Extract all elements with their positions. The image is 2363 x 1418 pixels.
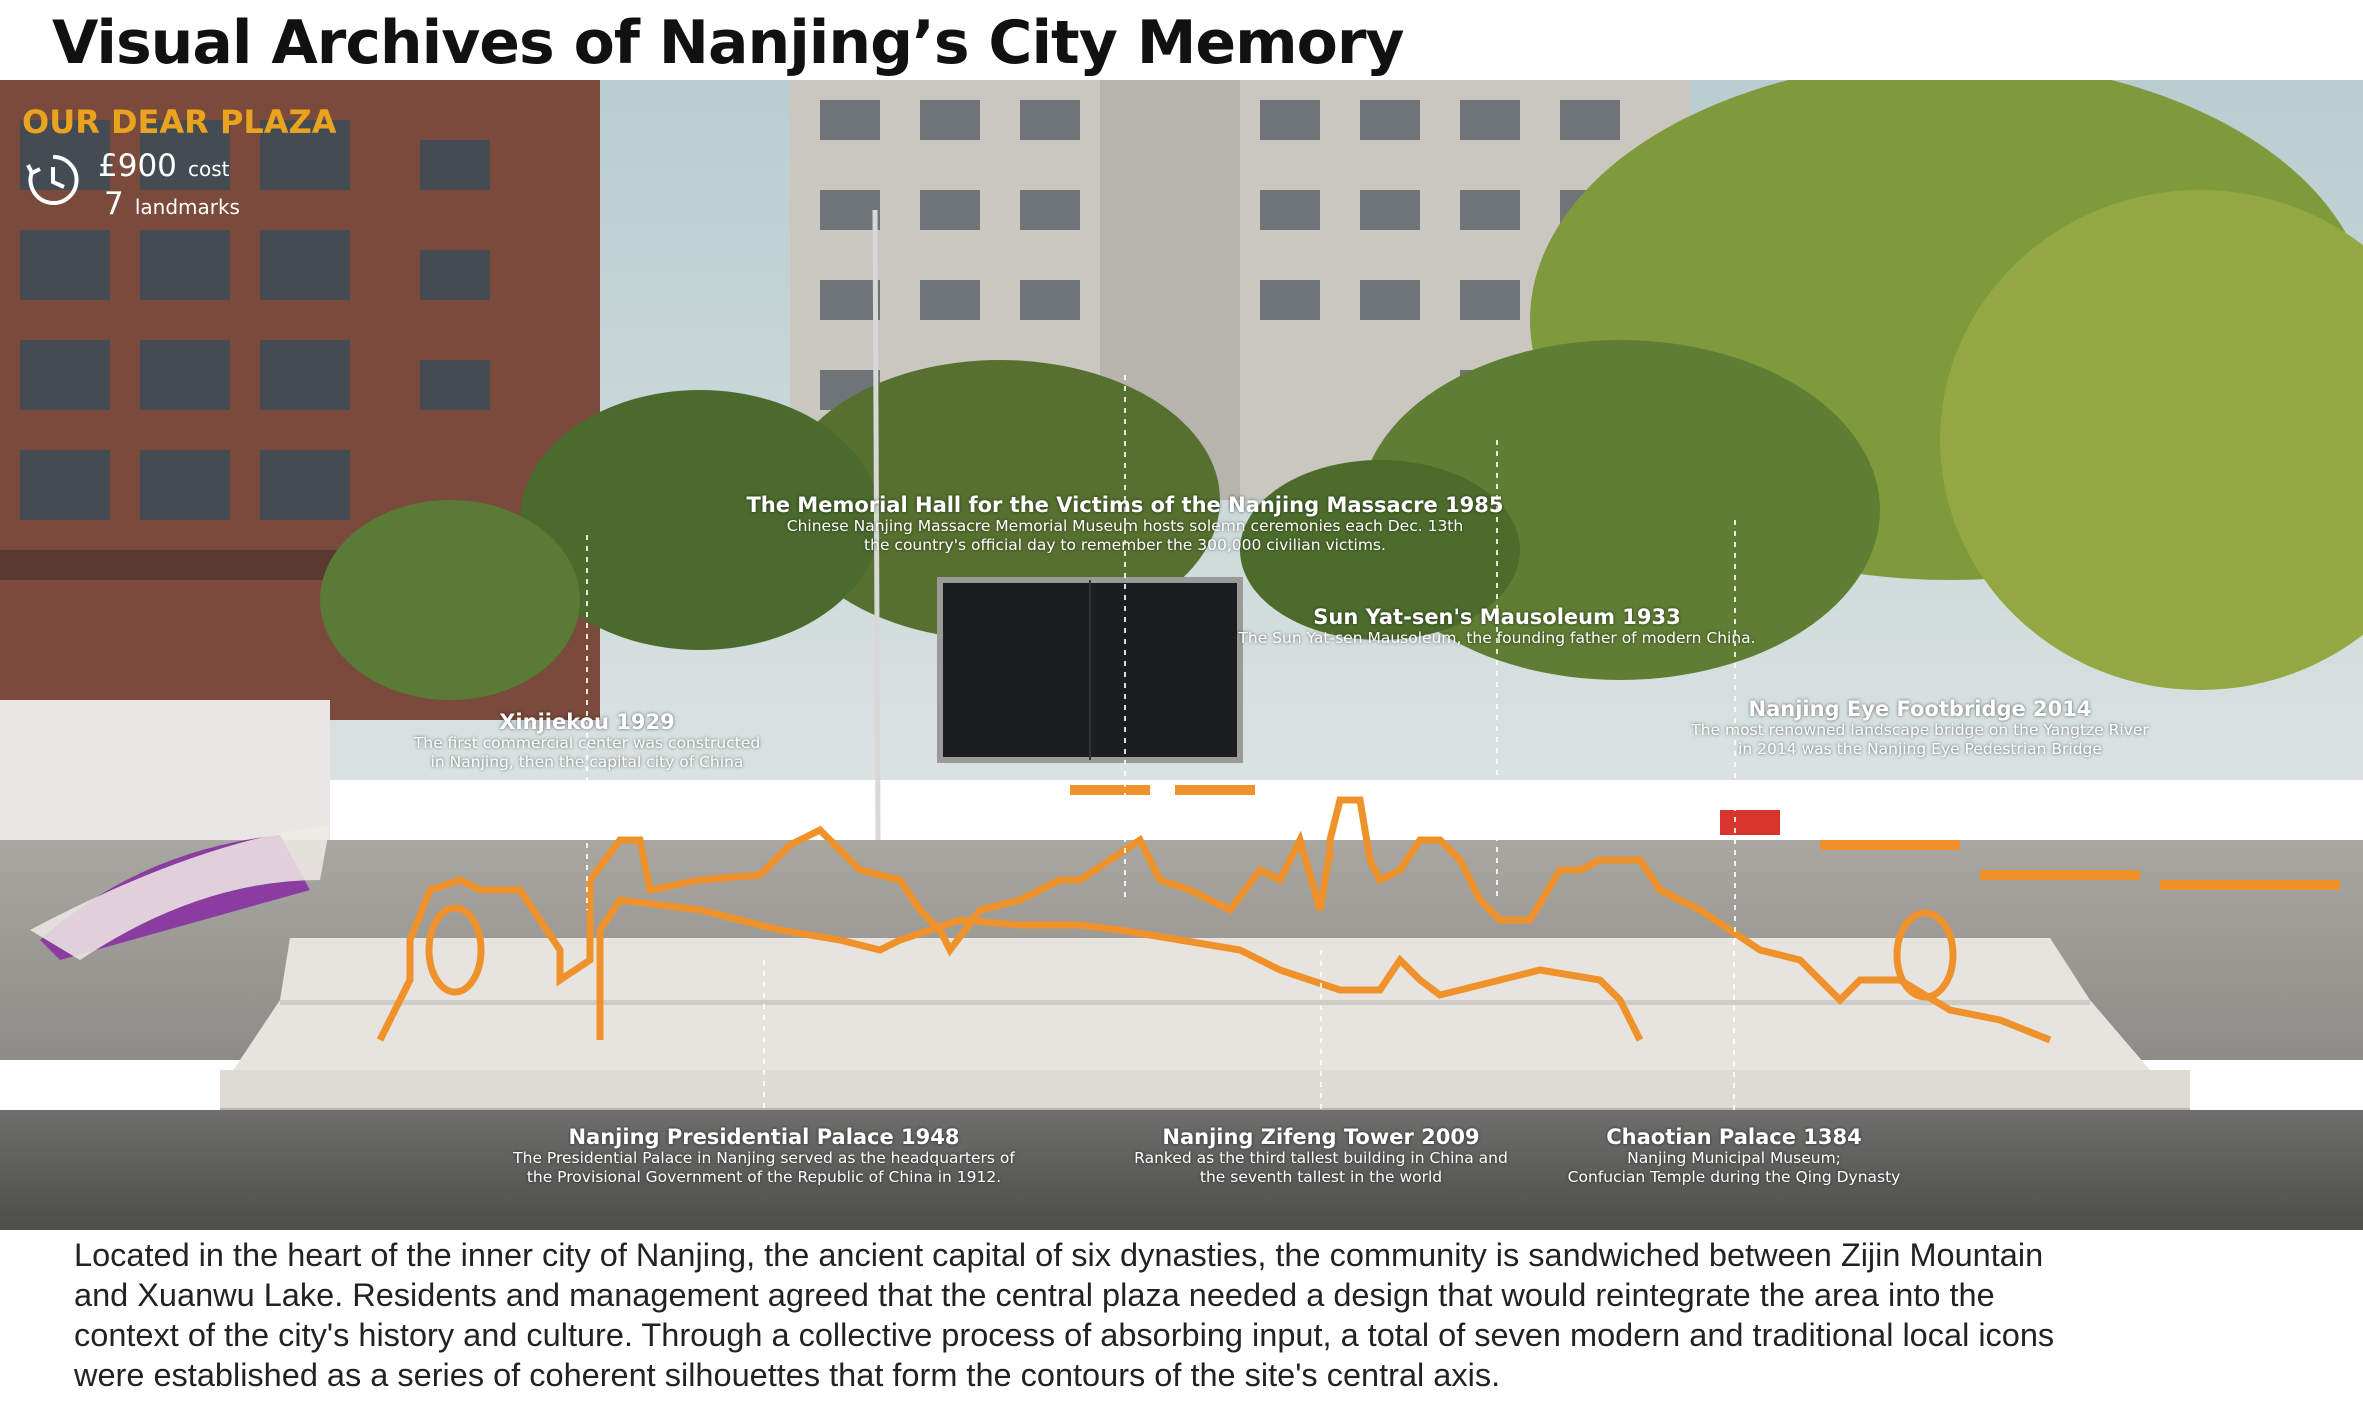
annotation-text: Confucian Temple during the Qing Dynasty — [1567, 1168, 1901, 1186]
description-paragraph — [74, 1235, 2304, 1395]
landmarks-label: landmarks — [134, 195, 240, 219]
annotation-zifeng-tower — [1134, 1125, 1508, 1187]
description-line: context of the city's history and culture. Through a collective process of absorbing input, a total of seven modern and traditional local icons — [74, 1317, 2055, 1353]
annotation-text: the seventh tallest in the world — [1199, 1168, 1443, 1186]
annotation-nanjing-eye — [1691, 697, 2149, 759]
annotation-text: The first commercial center was constructed — [413, 734, 761, 752]
annotation-sun-yat-sen — [1238, 605, 1755, 648]
annotation-heading: Nanjing Eye Footbridge 2014 — [1748, 697, 2092, 721]
clock-arrow-icon — [26, 153, 80, 207]
landmarks-value: 7 — [104, 186, 124, 222]
annotation-text: in 2014 was the Nanjing Eye Pedestrian Bridge — [1738, 740, 2102, 758]
annotation-heading: Xinjiekou 1929 — [499, 710, 675, 734]
description-line: Located in the heart of the inner city of Nanjing, the ancient capital of six dynasties, the community is sandwiched between Zijin Mountain — [74, 1237, 2044, 1273]
annotation-text: The Presidential Palace in Nanjing served as the headquarters of — [513, 1149, 1015, 1167]
annotation-presidential-palace — [513, 1125, 1015, 1187]
annotation-text: the Provisional Government of the Republic of China in 1912. — [526, 1168, 1002, 1186]
annotation-text: Nanjing Municipal Museum; — [1627, 1149, 1841, 1167]
description-line: and Xuanwu Lake. Residents and management agreed that the central plaza needed a design that would reintegrate the area into the — [74, 1277, 1995, 1313]
annotation-heading: Chaotian Palace 1384 — [1606, 1125, 1862, 1149]
annotation-text: the country's official day to remember the 300,000 civilian victims. — [864, 536, 1386, 554]
page-title: Visual Archives of Nanjing’s City Memory — [52, 8, 1404, 78]
annotation-text: Ranked as the third tallest building in China and — [1134, 1149, 1508, 1167]
cost-label: cost — [188, 157, 230, 181]
annotation-xinjiekou — [414, 710, 760, 772]
annotation-chaotian-palace — [1568, 1125, 1901, 1187]
description-line: were established as a series of coherent silhouettes that form the contours of the site's central axis. — [74, 1357, 1501, 1393]
landmarks-stat — [104, 186, 240, 222]
annotation-heading: Nanjing Zifeng Tower 2009 — [1162, 1125, 1480, 1149]
annotation-text: Chinese Nanjing Massacre Memorial Museum hosts solemn ceremonies each Dec. 13th — [786, 517, 1464, 535]
plaza-photo — [0, 80, 2363, 1230]
annotation-heading: Sun Yat-sen's Mausoleum 1933 — [1313, 605, 1681, 629]
annotation-memorial-hall — [746, 493, 1503, 555]
annotation-heading: Nanjing Presidential Palace 1948 — [568, 1125, 960, 1149]
plaza-name: OUR DEAR PLAZA — [22, 103, 337, 141]
annotation-heading: The Memorial Hall for the Victims of the Nanjing Massacre 1985 — [746, 493, 1504, 517]
annotation-text: The most renowned landscape bridge on the Yangtze River — [1691, 721, 2149, 739]
annotation-text: The Sun Yat-sen Mausoleum, the founding father of modern China. — [1238, 629, 1756, 647]
cost-stat — [98, 148, 230, 184]
plaza-scene-illustration — [0, 80, 2363, 1230]
annotation-text: in Nanjing, then the capital city of China — [430, 753, 744, 771]
cost-value: £900 — [98, 148, 177, 184]
